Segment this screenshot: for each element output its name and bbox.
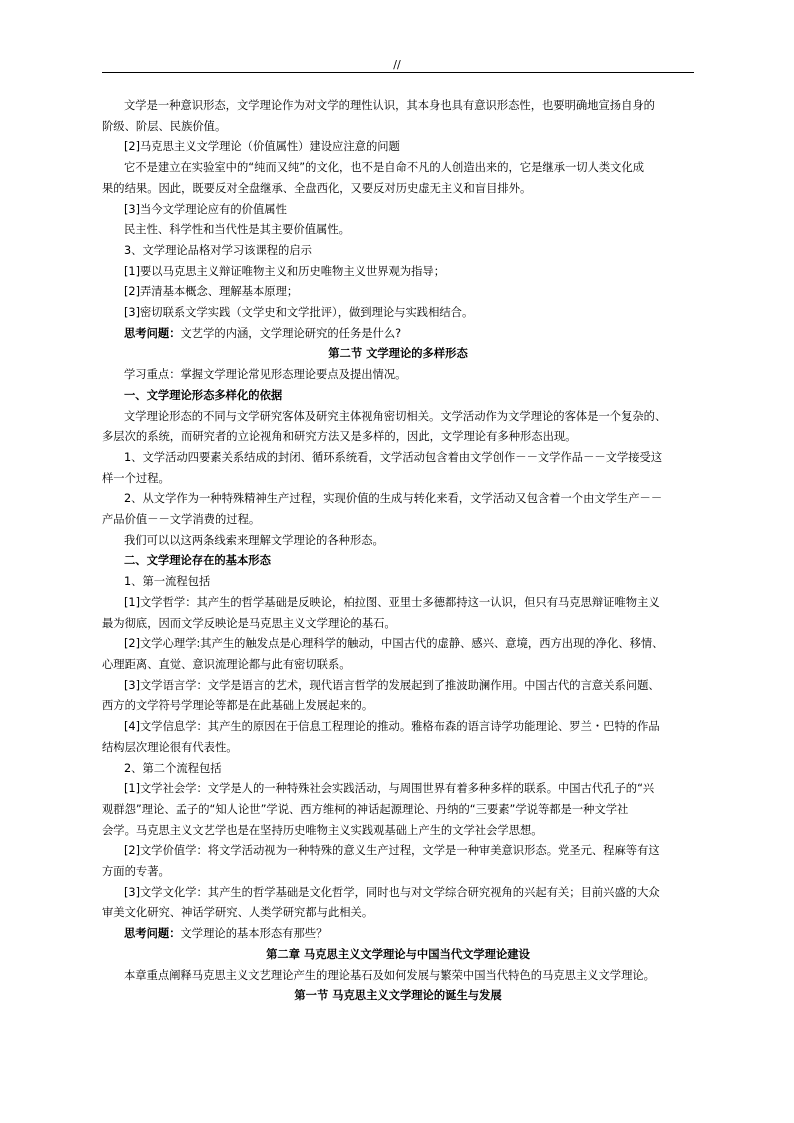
text-line: [1]文学社会学：文学是人的一种特殊社会实践活动，与周围世界有着多种多样的联系。中国古代孔子的“兴 [124,782,655,796]
section-heading: 第一节 马克思主义文学理论的诞生与发展 [294,989,502,1003]
text-line: 1、文学活动四要素关系结成的封闭、循环系统看，文学活动包含着由文学创作－－文学作品－－文学接受这 [124,450,663,464]
text-line: [3]文学文化学：其产生的哲学基础是文化哲学，同时也与对文学综合研究视角的兴起有关；目前兴盛的大众 [124,885,660,899]
text-line: [3]密切联系文学实践（文学史和文学批评），做到理论与实践相结合。 [124,306,474,320]
text-line: 审美文化研究、神话学研究、人类学研究都与此相关。 [102,906,374,920]
section-heading: 第二节 文学理论的多样形态 [328,347,468,361]
text-line: 样一个过程。 [102,471,170,485]
section-heading: 第二章 马克思主义文学理论与中国当代文学理论建设 [266,947,530,961]
text-line: 会学。马克思主义文艺学也是在坚持历史唯物主义实践观基础上产生的文学社会学思想。 [102,823,543,837]
text-line: 2、从文学作为一种特殊精神生产过程，实现价值的生成与转化来看，文学活动又包含着一个由文学生产－－ [124,492,663,506]
text-line: 产品价值－－文学消费的过程。 [102,513,261,527]
question-label: 思考问题： [124,326,181,340]
text-line: [1]要以马克思主义辩证唯物主义和历史唯物主义世界观为指导； [124,264,446,278]
text-line: 民主性、科学性和当代性是其主要价值属性。 [124,223,350,237]
text-line: [2]文学心理学:其产生的触发点是心理科学的触动，中国古代的虚静、感兴、意境，西方出现的净化、移情、 [124,637,664,651]
text-line: [3]文学语言学：文学是语言的艺术，现代语言哲学的发展起到了推波助澜作用。中国古代的言意关系问题、 [124,678,660,692]
text-line: 2、第二个流程包括 [124,761,222,775]
text-line: 结构层次理论很有代表性。 [102,740,238,754]
text-line: 方面的专著。 [102,865,170,879]
text-line: [2]马克思主义文学理论（价值属性）建设应注意的问题 [124,140,400,154]
subheading: 一、文学理论形态多样化的依据 [124,388,283,402]
text-line: 观群怨”理论、孟子的“知人论世”学说、西方维柯的神话起源理论、丹纳的“三要素”学说等都是一种文学社 [102,802,629,816]
question-label: 思考问题： [124,927,181,941]
text-line: 它不是建立在实验室中的“纯而又纯”的文化，也不是自命不凡的人创造出来的，它是继承一切人类文化成 [124,161,645,175]
question-text: 文学理论的基本形态有那些？ [180,927,328,941]
text-line: 我们可以以这两条线索来理解文学理论的各种形态。 [124,533,384,547]
text-line: 西方的文学符号学理论等都是在此基础上发展起来的。 [102,699,374,713]
text-line: 最为彻底，因而文学反映论是马克思主义文学理论的基石。 [102,616,396,630]
question-text: 文艺学的内涵，文学理论研究的任务是什么? [180,326,402,340]
text-line: 文学理论形态的不同与文学研究客体及研究主体视角密切相关。文学活动作为文学理论的客体是一个复杂的、 [124,409,667,423]
text-line: 1、第一流程包括 [124,575,211,589]
page-header-mark: // [393,58,401,71]
text-line: [1]文学哲学：其产生的哲学基础是反映论，柏拉图、亚里士多德都持这一认识，但只有马克思辩证唯物主义 [124,595,660,609]
text-line: 果的结果。因此，既要反对全盘继承、全盘西化，又要反对历史虚无主义和盲目排外。 [102,181,532,195]
document-body [102,96,694,1007]
text-line: 本章重点阐释马克思主义文艺理论产生的理论基石及如何发展与繁荣中国当代特色的马克思主义文学理论。 [124,968,655,982]
text-line: [2]文学价值学：将文学活动视为一种特殊的意义生产过程，文学是一种审美意识形态。党圣元、程麻等有这 [124,844,660,858]
text-line: 文学是一种意识形态，文学理论作为对文学的理性认识，其本身也具有意识形态性，也要明确地宣扬自身的 [124,99,655,112]
text-line: 心理距离、直觉、意识流理论都与此有密切联系。 [102,657,351,671]
text-line: 阶级、阶层、民族价值。 [102,119,227,133]
text-line [102,924,694,945]
text-line: [3]当今文学理论应有的价值属性 [124,202,287,216]
header-rule [102,72,694,73]
subheading: 二、文学理论存在的基本形态 [124,554,271,568]
text-line: 多层次的系统，而研究者的立论视角和研究方法又是多样的，因此，文学理论有多种形态出现。 [102,430,577,444]
text-line: [2]弄清基本概念、理解基本原理； [124,285,299,299]
text-line: 3、文学理论品格对学习该课程的启示 [124,243,312,257]
text-line [102,324,694,345]
text-line: 学习重点：掌握文学理论常见形态理论要点及提出情况。 [124,368,407,382]
text-line: [4]文学信息学：其产生的原因在于信息工程理论的推动。雅格布森的语言诗学功能理论、罗兰・巴特的作品 [124,720,660,734]
